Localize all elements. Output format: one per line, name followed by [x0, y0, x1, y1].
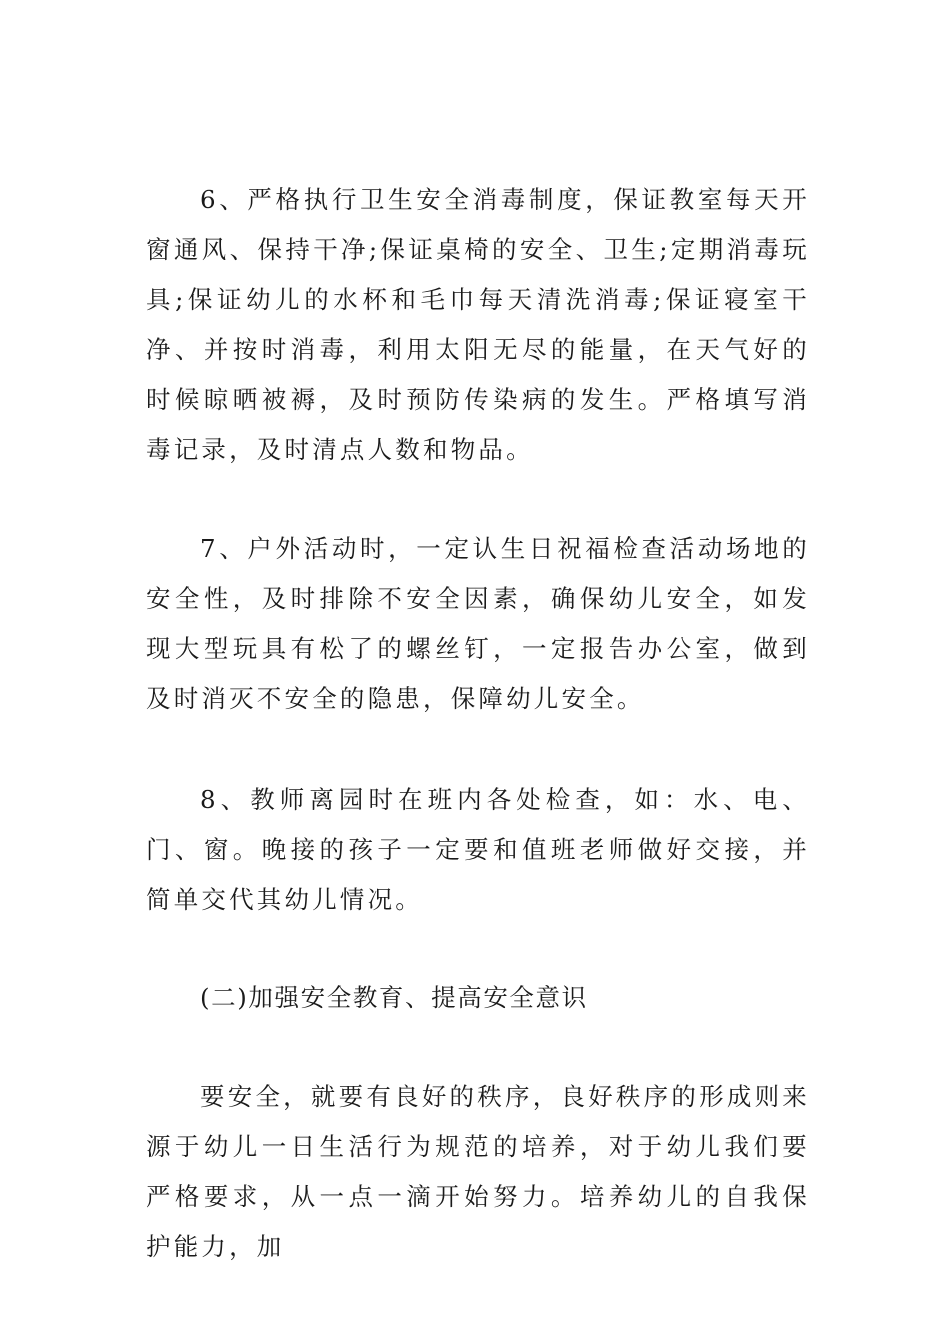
- paragraph-safety-order: 要安全，就要有良好的秩序，良好秩序的形成则来源于幼儿一日生活行为规范的培养，对于幼儿我们要严格要求，从一点一滴开始努力。培养幼儿的自我保护能力，加: [146, 1082, 810, 1261]
- paragraph-item-6: 6、严格执行卫生安全消毒制度，保证教室每天开窗通风、保持干净;保证桌椅的安全、卫生;定期消毒玩具;保证幼儿的水杯和毛巾每天清洗消毒;保证寝室干净、并按时消毒，利用太阳无尽的能量，在天气好的时候晾晒被褥，及时预防传染病的发生。严格填写消毒记录，及时清点人数和物品。: [146, 185, 810, 464]
- paragraph-item-7: 7、户外活动时，一定认生日祝福检查活动场地的安全性，及时排除不安全因素，确保幼儿安全，如发现大型玩具有松了的螺丝钉，一定报告办公室，做到及时消灭不安全的隐患，保障幼儿安全。: [146, 534, 810, 713]
- paragraph-item-8: 8、教师离园时在班内各处检查，如：水、电、门、窗。晚接的孩子一定要和值班老师做好交接，并简单交代其幼儿情况。: [146, 785, 810, 914]
- section-heading: (二)加强安全教育、提高安全意识: [200, 983, 588, 1012]
